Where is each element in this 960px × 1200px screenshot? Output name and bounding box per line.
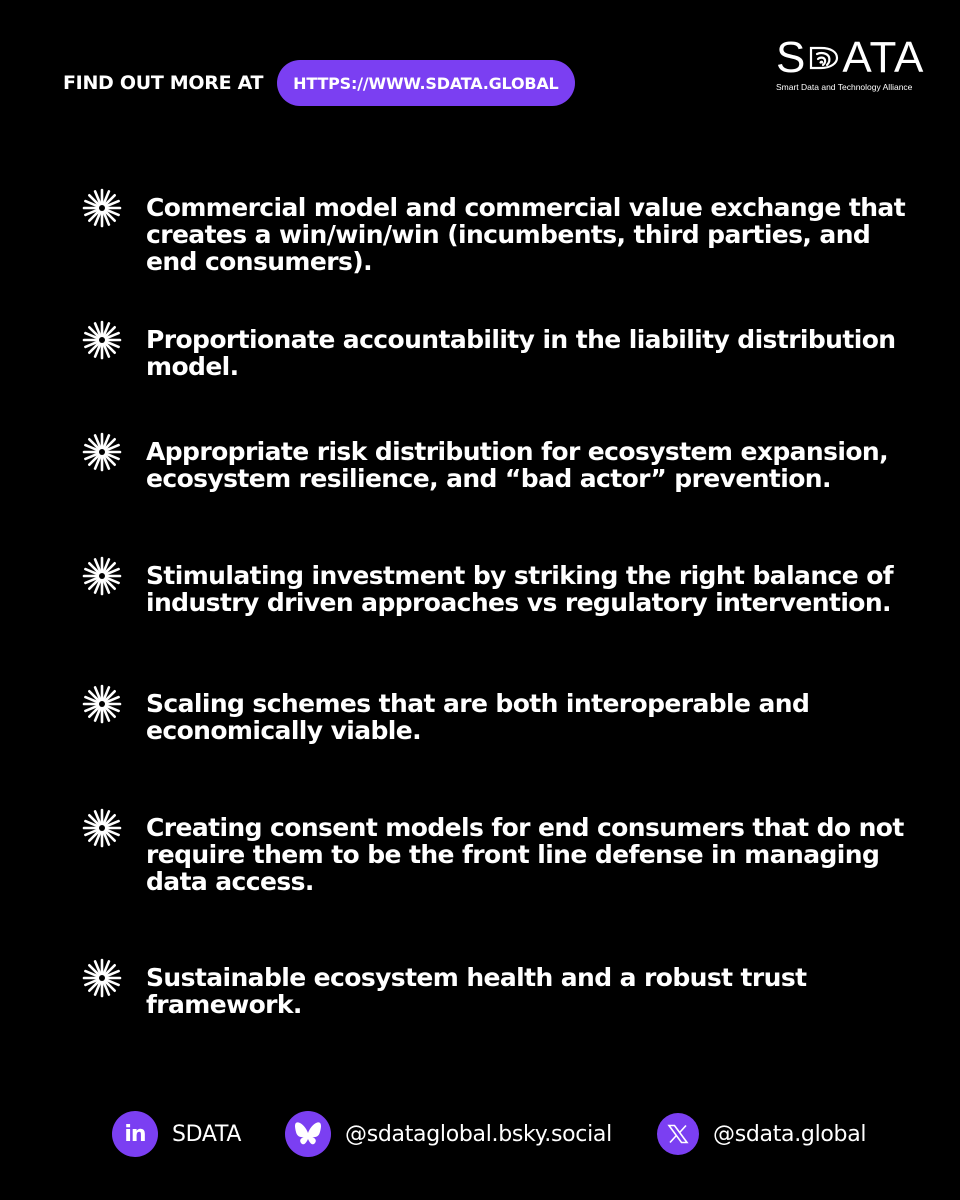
item-text: Stimulating investment by striking the right balance of industry driven approaches vs regulatory intervention. xyxy=(146,561,894,617)
starburst-icon xyxy=(82,808,122,848)
linkedin-icon xyxy=(112,1111,158,1157)
linkedin-glyph: in xyxy=(124,1121,146,1147)
item-text: Commercial model and commercial value exchange that creates a win/win/win (incumbents, third parties, and end consumers). xyxy=(146,193,906,276)
starburst-icon xyxy=(82,188,122,228)
x-link[interactable] xyxy=(657,1110,866,1158)
starburst-icon xyxy=(82,958,122,998)
social-footer xyxy=(0,1110,960,1158)
x-handle: @sdata.global xyxy=(713,1121,867,1147)
x-icon xyxy=(657,1113,699,1155)
sdata-logo xyxy=(776,33,932,92)
item-text: Sustainable ecosystem health and a robust trust framework. xyxy=(146,963,807,1019)
list-item xyxy=(82,964,912,1018)
list-item xyxy=(82,438,912,492)
item-text: Appropriate risk distribution for ecosystem expansion, ecosystem resilience, and “bad actor” prevention. xyxy=(146,437,889,493)
fingerprint-icon xyxy=(807,38,841,78)
list-item xyxy=(82,562,912,616)
list-item xyxy=(82,194,912,275)
logo-tagline: Smart Data and Technology Alliance xyxy=(776,82,913,92)
butterfly-shape xyxy=(294,1121,322,1147)
bluesky-handle: @sdataglobal.bsky.social xyxy=(345,1121,612,1147)
list-item xyxy=(82,814,912,895)
logo-letters-ata: ATA xyxy=(842,33,925,82)
cta-label: FIND OUT MORE AT xyxy=(63,72,264,94)
logo-letter-s: S xyxy=(776,33,807,82)
item-text: Scaling schemes that are both interoperable and economically viable. xyxy=(146,689,810,745)
bluesky-link[interactable] xyxy=(285,1110,612,1158)
website-link-button[interactable]: HTTPS://WWW.SDATA.GLOBAL xyxy=(277,60,574,106)
logo-wordmark xyxy=(776,33,932,82)
x-logo-shape xyxy=(667,1124,689,1144)
linkedin-link[interactable] xyxy=(112,1110,241,1158)
starburst-icon xyxy=(82,556,122,596)
item-text: Creating consent models for end consumers that do not require them to be the front line defense in managing data access. xyxy=(146,813,904,896)
list-item xyxy=(82,326,912,380)
list-item xyxy=(82,690,912,744)
item-text: Proportionate accountability in the liability distribution model. xyxy=(146,325,896,381)
starburst-icon xyxy=(82,320,122,360)
bluesky-butterfly-icon xyxy=(285,1111,331,1157)
starburst-icon xyxy=(82,684,122,724)
starburst-icon xyxy=(82,432,122,472)
header-cta xyxy=(63,60,575,106)
linkedin-handle: SDATA xyxy=(172,1121,242,1147)
